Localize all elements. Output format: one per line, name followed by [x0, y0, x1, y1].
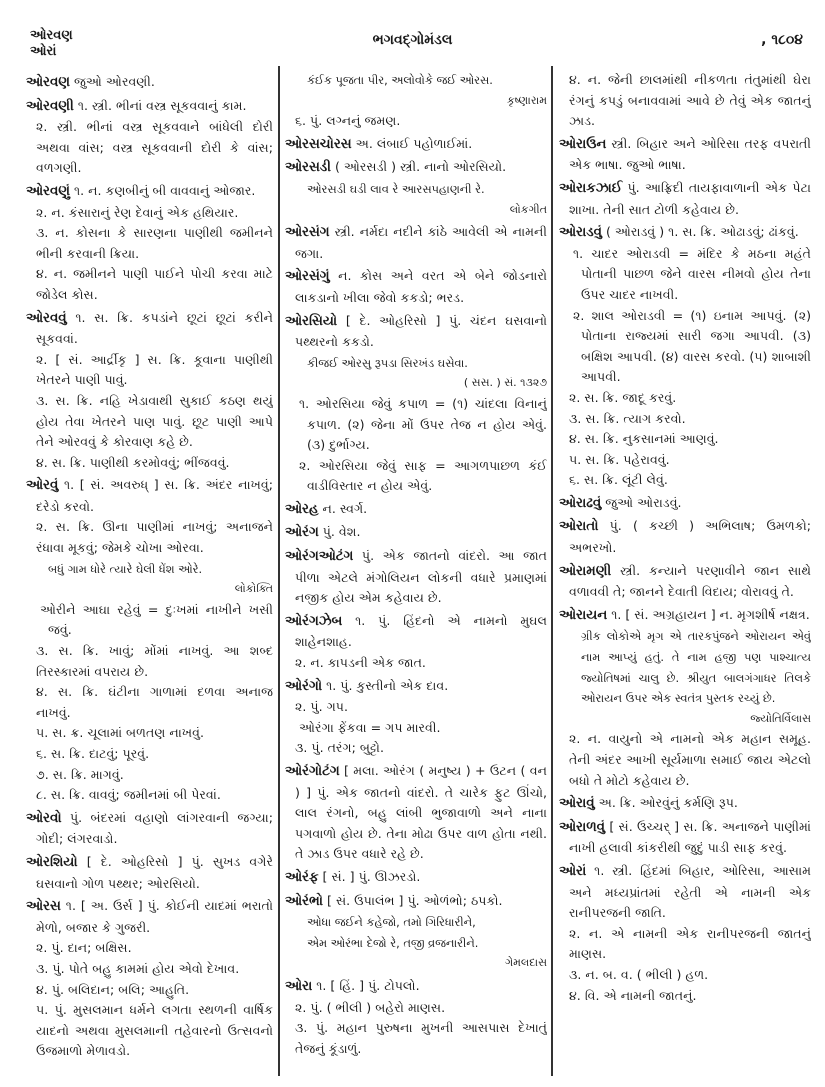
entry-text: કીજઈ ઓરસુ રૂપડા સિરખંડ ઘસેવા.	[307, 355, 468, 370]
entry-text: [ સં. ઉપાલંભ ] પું. ઓળંભો; ઠપકો.	[323, 892, 503, 908]
entry-text: બધું ગામ ધોરે ત્યારે ઘેલી ધેંશ ઓરે.	[48, 561, 203, 576]
entry-sense	[26, 223, 273, 264]
headword: ઓરંગોટંગ	[285, 764, 340, 779]
entry-text: ૫. સ. ક્રિ. પહેરાવવું.	[569, 451, 670, 467]
headword: ઓરવો	[26, 810, 62, 826]
entry-text: [ દે. ઓહરિસો ] પું. સુખડ વગેરે ઘસવાનો ગોળ પથ્થર; ઓરસિયો.	[36, 853, 273, 891]
entry-text: ૧. [ હિં. ] પું. ટોપલો.	[312, 977, 420, 993]
entry-sense	[26, 1000, 273, 1062]
headword: ઓરવણું	[26, 183, 70, 199]
entry-text: ૪. પું. બલિદાન; બલિ; આહુતિ.	[36, 981, 190, 997]
headword: ઓરાડવું	[559, 225, 602, 241]
headword: ઓરસંગ	[285, 225, 330, 241]
dictionary-entry	[285, 867, 547, 889]
dictionary-entry	[559, 817, 811, 859]
entry-sense	[559, 70, 811, 132]
entry-sense	[26, 117, 273, 179]
entry-sense	[559, 388, 811, 409]
entry-text: ૩. સ. ક્રિ. ત્યાગ કરવો.	[569, 410, 686, 426]
idiom-definition	[285, 456, 547, 497]
entry-text: લોકોક્તિ	[234, 582, 273, 596]
entry-sense	[26, 938, 273, 959]
headword: ઓરવું	[26, 478, 59, 494]
entry-text: ૧. ચાદર ઓરાડવી = મંદિર કે મઠના મહંતે પોતાની પાછળ જેને વારસ નીમવો હોય તેના ઉપર ચાદર નાખવી.	[573, 245, 811, 302]
citation-source	[285, 91, 547, 112]
headword: ઓરંગઝેબ	[285, 613, 343, 629]
entry-text: ૫. પું. મુસલમાન ધર્મને લગતા સ્થળની વાર્ષિક યાદનો અથવા મુસલમાની તહેવારનો ઉત્સવનો ઉજમાળો મેળાવડો.	[36, 1002, 273, 1059]
entry-text: ૨. શાલ ઓરાડવી = (૧) ઇનામ આપવું. (૨) પોતાના રાજ્યમાં સારી જગા આપવી. (૩) બક્ષિશ આપવી. (૪) વારસ કરવો. (૫) શાબાશી આપવી.	[573, 307, 811, 385]
dictionary-entry	[26, 475, 273, 517]
guide-word-first: ઓરવણ	[30, 28, 73, 43]
page-header	[0, 28, 825, 68]
entry-text: ૩. ન. બ. વ. ( ભીલી ) હળ.	[569, 966, 709, 982]
headword: ઓરસડી	[285, 160, 331, 176]
dictionary-entry	[285, 157, 547, 179]
entry-sense	[26, 959, 273, 980]
headword: ઓરાઉન	[559, 136, 607, 152]
citation-source	[285, 200, 547, 221]
entry-text: ૪. ન. જમીનને પાણી પાઈને પોચી કરવા માટે જોડેલ કોસ.	[36, 266, 273, 302]
entry-sense	[26, 641, 273, 682]
entry-text: [ મલા. ઓરંગ ( મનુષ્ય ) + ઉટન ( વન ) ] પું. એક જાતનો વાંદરો. તે ચારેક ફુટ ઊંચો, લાલ રંગનો, બહુ લાંબી ભુજાવાળો અને નાના પગવાળો હોય છે. તેના મોઢા ઉપર વાળ હોતા નથી. તે ઝાડ ઉપર વધારે રહે છે.	[295, 763, 547, 862]
entry-text: પું. ( કચ્છી ) અભિલાષ; ઉમળકો; અભરખો.	[569, 518, 811, 556]
entry-text: [ સં. ઉચ્ચર્ ] સ. ક્રિ. અનાજને પાણીમાં નાખી હલાવી કાંકરીથી જુદું પાડી સાફ કરવું.	[569, 818, 811, 856]
entry-text: ૨. સ. ક્રિ. ઊના પાણીમાં નાખવું; અનાજને રંધાવા મૂકવું; જેમકે ચોખા ઓરવા.	[36, 519, 273, 556]
column-divider	[551, 66, 553, 1076]
entry-text: ૧. [ સં. અગ્રહાયન ] ન. મૃગશીર્ષ નક્ષત્ર.	[607, 606, 810, 622]
headword: ઓરંફ	[285, 869, 319, 885]
entry-text: ૨. સ્ત્રી. ભીનાં વસ્ત્ર સૂકવવાને બાંધેલી દોરી અથવા વાંસ; વસ્ત્ર સૂકવવાની દોરી કે વાંસ; વળગણી.	[36, 119, 273, 176]
entry-sense	[26, 682, 273, 723]
dictionary-entry	[285, 522, 547, 544]
headword: ઓરસંગું	[285, 269, 330, 285]
entry-sense	[559, 986, 811, 1007]
entry-text: ૧. [ અ. ઉર્સ ] પું. કોઈની યાદમાં ભરાતો મેળો, બજાર કે ગુજરી.	[36, 898, 273, 935]
headword: ઓરવવું	[26, 310, 67, 326]
entry-text: પું. આફ્રિદી તાયફાવાળાની એક પેટા શાખા. તેની સાત ટોળી કહેવાય છે.	[569, 179, 811, 217]
entry-text: ૫. સ. ક્ર. ચૂલામાં બળતણ નાખવું.	[36, 725, 204, 741]
entry-sense	[285, 653, 547, 674]
idiom-definition	[285, 718, 547, 739]
entry-sense	[26, 517, 273, 558]
dictionary-entry	[559, 605, 811, 627]
entry-text: ૪. સ. ક્રિ. નુકસાનમાં આણવું.	[569, 431, 719, 447]
entry-text: ૨. ન. વાયુનો એ નામનો એક મહાન સમૂહ. તેની અંદર આખી સૂર્યમાળા સમાઈ જાય એટલો બધો તે મોટો કહેવાય છે.	[569, 731, 811, 788]
entry-text: ૨. ન. કાપડની એક જાત.	[295, 655, 426, 671]
entry-text: સ્ત્રી. કન્યાને પરણાવીને જાન સાથે વળાવવી તે; જાનને દેવાતી વિદાય; વોરાવવું તે.	[569, 562, 811, 600]
entry-text: ૧. પું. કુસ્તીનો એક દાવ.	[322, 677, 449, 693]
entry-text: ૭. સ. ક્રિ. માગવું.	[36, 766, 124, 782]
entry-sense	[285, 998, 547, 1019]
dictionary-entry	[26, 308, 273, 350]
dictionary-entry	[285, 676, 547, 698]
entry-text: સ્ત્રી. નર્મદા નદીને કાંઠે આવેલી એ નામની જગા.	[295, 224, 547, 261]
dictionary-entry	[26, 181, 273, 203]
entry-text: ૧. સ. ક્રિ. કપડાંને છૂટાં છૂટાં કરીને સૂકવવાં.	[36, 309, 273, 347]
dictionary-entry	[285, 311, 547, 353]
entry-text: ઓરીને આઘા રહેવું = દુઃખમાં નાખીને ખસી જવું.	[40, 601, 273, 638]
entry-text: ૨. ન. એ નામની એક રાનીપરજની જાતનું માણસ.	[569, 925, 811, 962]
citation-source	[559, 709, 811, 730]
dictionary-entry	[26, 72, 273, 94]
entry-sense	[285, 697, 547, 718]
headword: ઓરસિયો	[285, 313, 338, 329]
dictionary-entry	[285, 134, 547, 156]
page-number: , ૧૮૦૪	[761, 32, 803, 48]
entry-text: કૃષ્ણારામ	[507, 93, 547, 107]
dictionary-entry	[285, 546, 547, 609]
entry-sense	[26, 765, 273, 786]
entry-sense	[26, 264, 273, 305]
dictionary-entry	[559, 793, 811, 815]
entry-text: ૬. સ. ક્રિ. લૂંટી લેવું.	[569, 472, 668, 488]
headword: ઓરાયન	[559, 607, 608, 623]
entry-text: ૨. સ. ક્રિ. જાદૂ કરવું.	[569, 389, 677, 405]
column-1	[26, 70, 273, 1080]
entry-text: અ. લંબાઈ પહોળાઈમાં.	[351, 135, 473, 151]
headword: ઓરાવું	[559, 796, 595, 812]
citation-quote	[26, 559, 273, 580]
column-divider	[278, 66, 280, 1076]
dictionary-entry	[285, 266, 547, 308]
entry-text: ૨. પું. ( ભીલી ) બહેરો માણસ.	[295, 999, 446, 1015]
entry-sense	[559, 409, 811, 430]
entry-sense	[26, 350, 273, 391]
entry-text: ૧. સ્ત્રી. ભીનાં વસ્ત્ર સૂકવવાનું કામ.	[73, 97, 247, 113]
headword: ઓરાળવું	[559, 819, 606, 835]
entry-sense	[285, 1018, 547, 1059]
idiom-definition	[559, 244, 811, 306]
headword: ઓરંગઓટંગ	[285, 549, 354, 565]
entry-text: જુઓ ઓરાડવું.	[601, 494, 682, 510]
headword: ઓરા	[285, 978, 313, 994]
guide-word-last: ઓરાં	[30, 44, 57, 59]
dictionary-entry	[559, 861, 811, 924]
dictionary-entry	[285, 499, 547, 521]
dictionary-entry	[559, 516, 811, 558]
entry-text: ૧. ઓરસિયા જેવું કપાળ = (૧) ચાંદલા વિનાનું કપાળ. (૨) જેના મોં ઉપર તેજ ન હોય એવું. (૩) દુર્ભાગ્ય.	[299, 395, 547, 453]
dictionary-entry	[285, 976, 547, 998]
dictionary-entry	[285, 761, 547, 865]
dictionary-entry	[559, 493, 811, 515]
entry-text: એમ ઓરંભા દેજો રે, તજી વ્રજનારીને.	[307, 935, 479, 950]
entry-text: ૨. ઓરસિયા જેવું સાફ = આગળપાછળ કંઈ વાડીવિસ્તાર ન હોય એવું.	[299, 457, 547, 494]
headword: ઓરસ	[26, 899, 61, 915]
headword: ઓરાઢવું	[559, 495, 602, 511]
entry-sense	[26, 980, 273, 1001]
column-3	[559, 70, 811, 1080]
entry-text: ઓધા જઈને કહેજો, તમો ગિરિધારીને,	[307, 915, 476, 930]
entry-sense	[559, 429, 811, 450]
entry-text: ૩. સ. ક્રિ. નહિ ખેડાવાથી સુકાઈ કઠણ થયું હોય તેવા ખેતરને પાણ પાવું. છૂટ પાણી આપે તેને ઓરવવું કે કોરવાણ કહે છે.	[36, 392, 273, 450]
entry-text: અ. ક્રિ. ઓરવુંનું કર્મણિ રૂપ.	[594, 795, 738, 811]
entry-sense	[26, 723, 273, 744]
dictionary-entry	[559, 178, 811, 220]
citation-quote	[285, 933, 547, 954]
dictionary-entry	[26, 896, 273, 938]
entry-sense	[559, 450, 811, 471]
headword: ઓરાકઝાઈ	[559, 180, 623, 196]
entry-text: ઓરસડી ઘડી લાવ રે આરસપહાણની રે.	[307, 181, 485, 196]
entry-text: ૪. સ. ક્રિ. પાણીથી કરમોવવું; ભીંજવવું.	[36, 454, 230, 470]
citation-source	[285, 953, 547, 974]
entry-sense	[285, 111, 547, 132]
entry-text: ૧. [ સં. અવરુધ્ ] સ. ક્રિ. અંદર નાખવું; દરેડો કરવો.	[36, 477, 273, 514]
entry-text: ( સસ. ) સં. ૧૩૨૭	[463, 376, 547, 390]
entry-text: ૧. ન. કણબીનું બી વાવવાનું ઓજાર.	[69, 182, 256, 198]
idiom-definition	[26, 600, 273, 641]
entry-sense	[559, 965, 811, 986]
entry-text: જ્યોતિર્વિલાસ	[750, 711, 811, 725]
dictionary-entry	[26, 96, 273, 118]
headword: ઓરવણ	[26, 75, 70, 90]
dictionary-entry	[26, 852, 273, 894]
headword: ઓરંભો	[285, 893, 324, 909]
citation-source	[26, 579, 273, 600]
dictionary-entry	[559, 134, 811, 176]
headword: ઓરશિયો	[26, 854, 78, 870]
entry-sense	[26, 785, 273, 806]
dictionary-entry	[285, 222, 547, 264]
entry-text: ૨. પું. ગપ.	[295, 699, 348, 715]
entry-text: કંઈક પૂજતા પીર, અલોવોકે જઈ ઓરસ.	[307, 73, 493, 87]
entry-sense	[559, 924, 811, 965]
entry-text: ૩. સ. ક્રિ. ખાવું; મોંમાં નાખવું. આ શબ્દ તિરસ્કારમાં વપરાય છે.	[36, 643, 273, 679]
entry-text: ગેમલદાસ	[505, 956, 547, 970]
dictionary-entry	[285, 611, 547, 653]
running-title: ભગવદ્ગોમંડલ	[372, 32, 453, 48]
entry-text: ૩. પું. તરંગ; બુટ્ટો.	[295, 740, 384, 756]
entry-sense	[26, 453, 273, 474]
entry-text: [ દે. ઓહરિસો ] પું. ચંદન ઘસવાનો પથ્થરનો કકડો.	[295, 312, 547, 350]
citation-quote	[559, 626, 811, 708]
entry-text: ( ઓરસડી ) સ્ત્રી. નાનો ઓરસિયો.	[330, 159, 507, 175]
entry-text: ૨. પું. દાન; બક્ષિસ.	[36, 940, 132, 956]
entry-text: ઓરંગા ફેંકવા = ગપ મારવી.	[299, 719, 441, 735]
entry-text: ( ઓરાડવું ) ૧. સ. ક્રિ. ઓઢાડવું; ઢાંકવું.	[601, 224, 799, 240]
headword: ઓરાં	[559, 863, 587, 879]
entry-sense	[26, 203, 273, 224]
dictionary-entry	[26, 808, 273, 850]
citation-source	[285, 373, 547, 394]
entry-text: લોકગીત	[509, 202, 547, 216]
entry-text: ૪. ન. જેની છાલમાંથી નીકળતા તંતુમાંથી ઘેરા રંગનું કપડું બનાવવામાં આવે છે તેવું એક જાતનું ઝાડ.	[569, 72, 811, 129]
entry-sense	[285, 738, 547, 759]
entry-sense	[26, 744, 273, 765]
citation-quote	[285, 179, 547, 200]
entry-text: ૩. ન. કોસના કે સારણના પાણીથી જમીનને ભીની કરવાની ક્રિયા.	[36, 225, 273, 261]
dictionary-entry	[559, 222, 811, 244]
entry-text: પું. એક જાતનો વાંદરો. આ જાત પીળા એટલે મંગોલિયન લોકની વધારે પ્રમાણમાં નજીક હોય એમ કહેવાય છે.	[295, 548, 547, 606]
entry-text: પું. બંદરમાં વહાણો લાંગરવાની જગ્યા; ગોદી; લંગરવાડો.	[36, 809, 273, 847]
entry-text: ૨. ન. કંસારાનું રેણ દેવાનું એક હથિયાર.	[36, 204, 239, 220]
citation-quote	[285, 912, 547, 933]
headword: ઓરસચોરસ	[285, 136, 352, 152]
entry-text: ૬. પું. લગ્નનું જમણ.	[295, 113, 401, 129]
column-2	[285, 70, 547, 1080]
entry-text: ૪. સ. ક્રિ. ઘંટીના ગાળામાં દળવા અનાજ નાખવું.	[36, 684, 273, 720]
entry-text: ૧. પું. હિંદનો એ નામનો મુઘલ શાહેનશાહ.	[295, 612, 547, 650]
citation-quote	[285, 70, 547, 91]
headword: ઓરંગો	[285, 678, 323, 694]
entry-text: ન. કોસ અને વરત એ બેને જોડનારો લાકડાનો ખીલા જેવો કકડો; ભરડ.	[295, 268, 547, 305]
citation-quote	[285, 353, 547, 374]
entry-text: ન. સ્વર્ગ.	[318, 500, 368, 516]
entry-text: સ્ત્રી. બિહાર અને ઓરિસા તરફ વપરાતી એક ભાષા. જુઓ ભાષા.	[569, 135, 811, 173]
entry-text: ૪. વિ. એ નામની જાતનું.	[569, 987, 697, 1003]
headword: ઓરાતો	[559, 519, 599, 535]
entry-text: ૩. પું. પોતે બહુ કામમાં હોય એવો દેખાવ.	[36, 960, 240, 976]
headword: ઓરામણી	[559, 563, 612, 579]
entry-text: ગ્રીક લોકોએ મૃગ એ તારકપુંજને ઓરાયન એવું નામ આપ્યું હતું. તે નામ હજી પણ પાશ્ચાત્ય જ્યોતિષમાં ચાલુ છે. શ્રીયુત બાલગંગાધર તિલકે ઓરાયન ઉપર એક સ્વતંત્ર પુસ્તક રચ્યું છે.	[581, 629, 811, 706]
headword: ઓરહ	[285, 501, 319, 517]
entry-text: જુઓ ઓરવણી.	[69, 74, 155, 89]
entry-text: ૬. સ. ક્રિ. દાટવું; પૂરવું.	[36, 746, 150, 761]
entry-text: ૩. પું. મહાન પુરુષના મુખની આસપાસ દેખાતું તેજનું કૂંડાળું.	[295, 1020, 547, 1056]
headword: ઓરવણી	[26, 98, 74, 114]
entry-sense	[559, 470, 811, 491]
headword: ઓરંગ	[285, 525, 319, 541]
idiom-definition	[559, 306, 811, 388]
entry-sense	[26, 391, 273, 453]
idiom-definition	[285, 394, 547, 456]
entry-sense	[559, 729, 811, 791]
entry-text: ૨. [ સં. આર્દ્રીકૃ ] સ. ક્રિ. કૂવાના પાણીથી ખેતરને પાણી પાવું.	[36, 351, 273, 388]
dictionary-entry	[285, 891, 547, 913]
entry-text: ૮. સ. ક્રિ. વાવવું; જમીનમાં બી પેરવાં.	[36, 787, 221, 803]
entry-text: ૧. સ્ત્રી. હિંદમાં બિહાર, ઓરિસા, આસામ અને મધ્યપ્રાંતમાં રહેતી એ નામની એક રાનીપરજની જાતિ.	[569, 862, 811, 921]
entry-text: [ સં. ] પું. ઊઝરડો.	[318, 868, 421, 884]
dictionary-entry	[559, 561, 811, 603]
entry-text: પું. વેશ.	[318, 524, 361, 540]
